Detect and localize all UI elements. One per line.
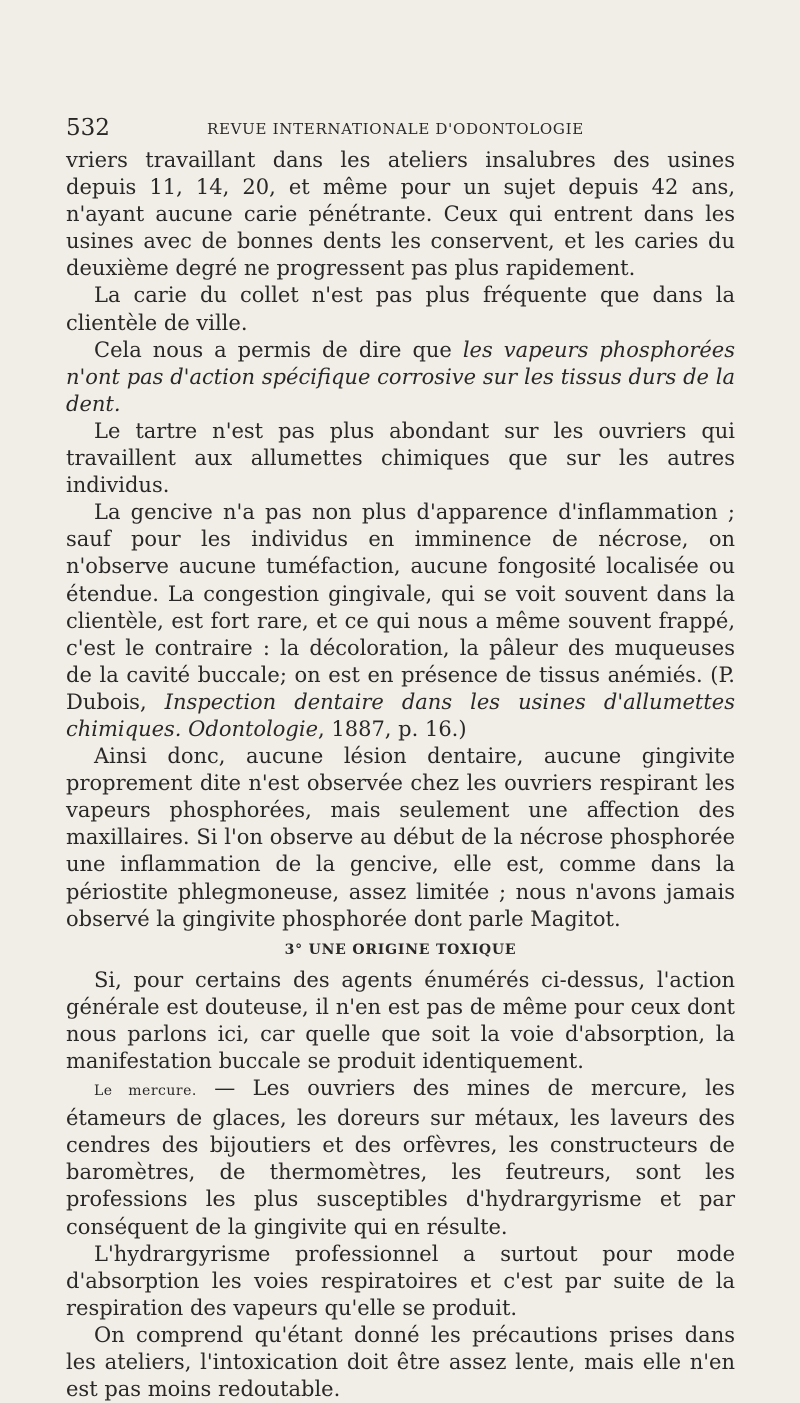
paragraph-precautions: On comprend qu'étant donné les précautions prises dans les ateliers, l'intoxication doit être assez lente, mais elle n'en est pas moins redoutable. <box>66 1322 735 1402</box>
body-text <box>66 147 735 1403</box>
paragraph-text: Cela nous a permis de dire que <box>94 337 463 362</box>
page-number: 532 <box>66 115 110 141</box>
citation-title: Inspection dentaire dans les usines d'allumettes chimiques. Odontologie <box>66 689 735 741</box>
paragraph-hydrargyrisme: L'hydrargyrisme professionnel a surtout pour mode d'absorption les voies respiratoires et c'est par suite de la respiration des vapeurs qu'elle se produit. <box>66 1241 735 1320</box>
running-title: REVUE INTERNATIONALE D'ODONTOLOGIE <box>207 120 584 138</box>
paragraph-text: La gencive n'a pas non plus d'apparence d'inflammation ; sauf pour les individus en imminence de nécrose, on n'observe aucune tuméfaction, aucune fongosité localisée ou étendue. La congestion gingivale, qui se voit souvent dans la clientèle, est fort rare, et ce qui nous a même souvent frappé, c'est le contraire : la décoloration, la pâleur des muqueuses de la cavité buccale; on est en présence de tissus anémiés. (P. Dubois, <box>66 500 735 714</box>
paragraph-text: — Les ouvriers des mines de mercure, les étameurs de glaces, les doreurs sur métaux, les laveurs des cendres des bijoutiers et des orfèvres, les constructeurs de baromètres, de thermomètres, les feutreurs, sont les professions les plus susceptibles d'hydrargyrisme et par conséquent de la gingivite qui en résulte. <box>66 1076 736 1239</box>
paragraph-carie-collet: La carie du collet n'est pas plus fréquente que dans la clientèle de ville. <box>66 283 735 335</box>
paragraph-mercure <box>66 1075 735 1241</box>
section-heading: 3° UNE ORIGINE TOXIQUE <box>284 941 517 958</box>
page-header <box>66 113 734 143</box>
paragraph-gencive <box>66 499 735 743</box>
citation-details: , 1887, p. 16.) <box>318 716 467 741</box>
paragraph-agents: Si, pour certains des agents énumérés ci-dessus, l'action générale est douteuse, il n'en est pas de même pour ceux dont nous parlons ici, car quelle que soit la voie d'absorption, la manifestation buccale se produit identiquement. <box>66 967 735 1073</box>
paragraph-tartre: Le tartre n'est pas plus abondant sur les ouvriers qui travaillent aux allumettes chimiques que sur les autres individus. <box>66 418 735 498</box>
small-caps-lead: Le mercure. <box>94 1083 197 1100</box>
paragraph-vapeurs-phosphorees <box>66 337 735 418</box>
paragraph-continued: vriers travaillant dans les ateliers insalubres des usines depuis 11, 14, 20, et même pour un sujet depuis 42 ans, n'ayant aucune carie pénétrante. Ceux qui entrent dans les usines avec de bonnes dents les conservent, et les caries du deuxième degré ne progressent pas plus rapidement. <box>66 148 735 281</box>
italic-emphasis: les vapeurs phosphorées n'ont pas d'action spécifique corrosive sur les tissus durs de la dent. <box>66 337 736 416</box>
paragraph-ainsi-donc: Ainsi donc, aucune lésion dentaire, aucune gingivite proprement dite n'est observée chez les ouvriers respirant les vapeurs phosphorées, mais seulement une affection des maxillaires. Si l'on observe au début de la nécrose phosphorée une inflammation de la gencive, elle est, comme dans la périostite phlegmoneuse, assez limitée ; nous n'avons jamais observé la gingivite phosphorée dont parle Magitot. <box>66 744 735 931</box>
